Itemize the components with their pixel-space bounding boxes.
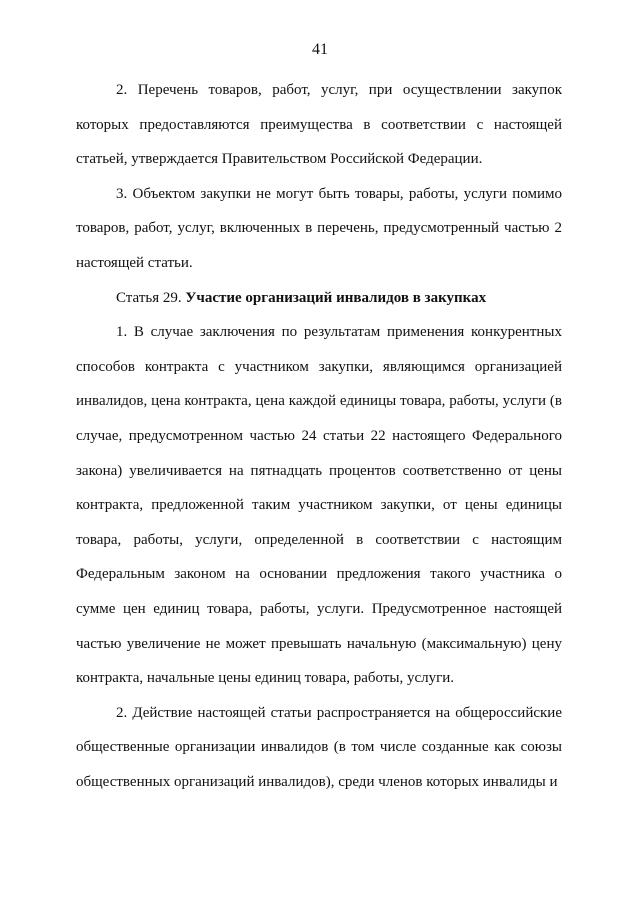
paragraph-list-approval: 2. Перечень товаров, работ, услуг, при осуществлении закупок которых предоставляются преимущества в соответствии с настоящей статьей, утверждается Правительством Российской Федерации. [76, 82, 562, 168]
paragraph-price-increase: 1. В случае заключения по результатам применения конкурентных способов контракта с участником закупки, являющимся организацией инвалидов, цена контракта, цена каждой единицы товара, работы, услуги (в случае, предусмотренном частью 24 статьи 22 настоящего Федерального закона) увеличивается на пятнадцать процентов соответственно от цены контракта, предложенной таким участником закупки, от цены единицы товара, работы, услуги, определенной в соответствии с настоящим Федеральным законом на основании предложения такого участника о сумме цен единиц товара, работы, услуги. Предусмотренное настоящей частью увеличение не может превышать начальную (максимальную) цену контракта, начальные цены единиц товара, работы, услуги. [76, 324, 562, 687]
page-number: 41 [312, 41, 328, 58]
article-heading [76, 281, 562, 316]
paragraph-scope: 2. Действие настоящей статьи распространяется на общероссийские общественные организации инвалидов (в том числе созданные как союзы общественных организаций инвалидов), среди членов которых инвалиды и [76, 704, 562, 790]
paragraph-procurement-object: 3. Объектом закупки не могут быть товары, работы, услуги помимо товаров, работ, услуг, включенных в перечень, предусмотренный частью 2 настоящей статьи. [76, 185, 562, 271]
document-body [76, 73, 562, 799]
article-number: Статья 29. [116, 289, 186, 306]
article-title: Участие организаций инвалидов в закупках [185, 289, 487, 306]
